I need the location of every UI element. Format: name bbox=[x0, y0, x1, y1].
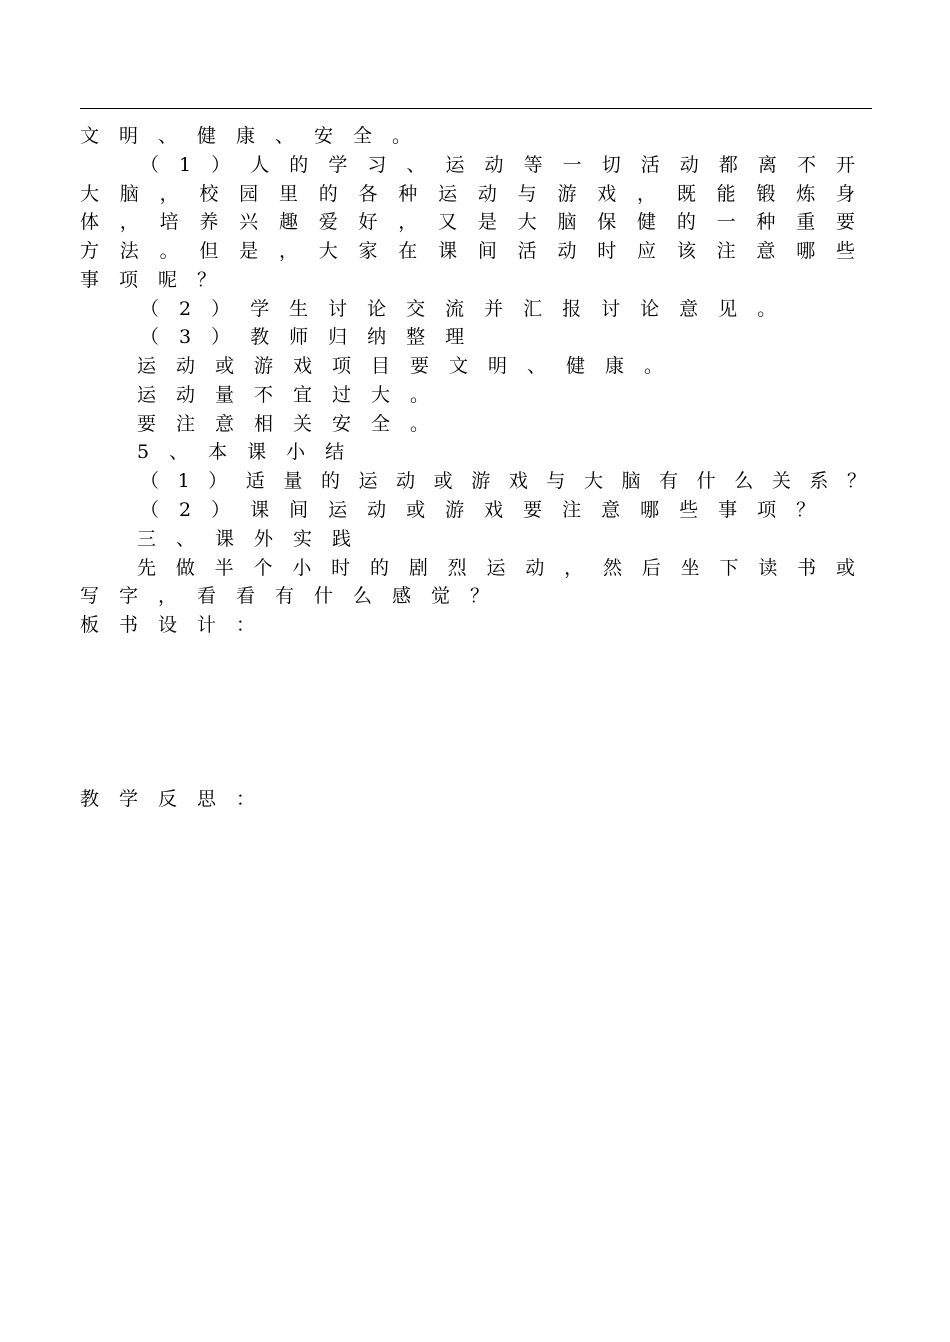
text-line-rule-safety: 要注意相关安全。 bbox=[137, 413, 450, 435]
text-line-brain-games: 大脑，校园里的各种运动与游戏，既能锻炼身 bbox=[80, 183, 855, 205]
text-line-question: 事项呢？ bbox=[80, 269, 237, 291]
text-line-point-3: （3）教师归纳整理 bbox=[140, 326, 485, 348]
text-line-summary-1: （1）适量的运动或游戏与大脑有什么关系？ bbox=[140, 470, 866, 492]
header-rule bbox=[80, 108, 872, 109]
heading-teaching-reflection: 教学反思： bbox=[80, 788, 276, 810]
section-heading-practice: 三、课外实践 bbox=[137, 528, 372, 550]
text-line-point-2: （2）学生讨论交流并汇报讨论意见。 bbox=[140, 298, 797, 320]
heading-board-design: 板书设计： bbox=[80, 614, 276, 636]
text-line-rule-amount: 运动量不宜过大。 bbox=[137, 384, 450, 406]
text-line-summary-2: （2）课间运动或游戏要注意哪些事项？ bbox=[140, 499, 836, 521]
text-line-practice-cont: 写字，看看有什么感觉？ bbox=[80, 585, 510, 607]
text-line-point-1: （1）人的学习、运动等一切活动都离不开 bbox=[140, 154, 855, 176]
text-line-safety-goals: 文明、健康、安全。 bbox=[80, 125, 432, 147]
text-line-method: 方法。但是，大家在课间活动时应该注意哪些 bbox=[80, 240, 855, 262]
text-line-rule-civil: 运动或游戏项目要文明、健康。 bbox=[137, 355, 684, 377]
text-line-practice: 先做半个小时的剧烈运动，然后坐下读书或 bbox=[137, 557, 855, 579]
section-heading-summary: 5、本课小结 bbox=[137, 441, 365, 463]
text-line-hobbies: 体，培养兴趣爱好，又是大脑保健的一种重要 bbox=[80, 211, 855, 233]
